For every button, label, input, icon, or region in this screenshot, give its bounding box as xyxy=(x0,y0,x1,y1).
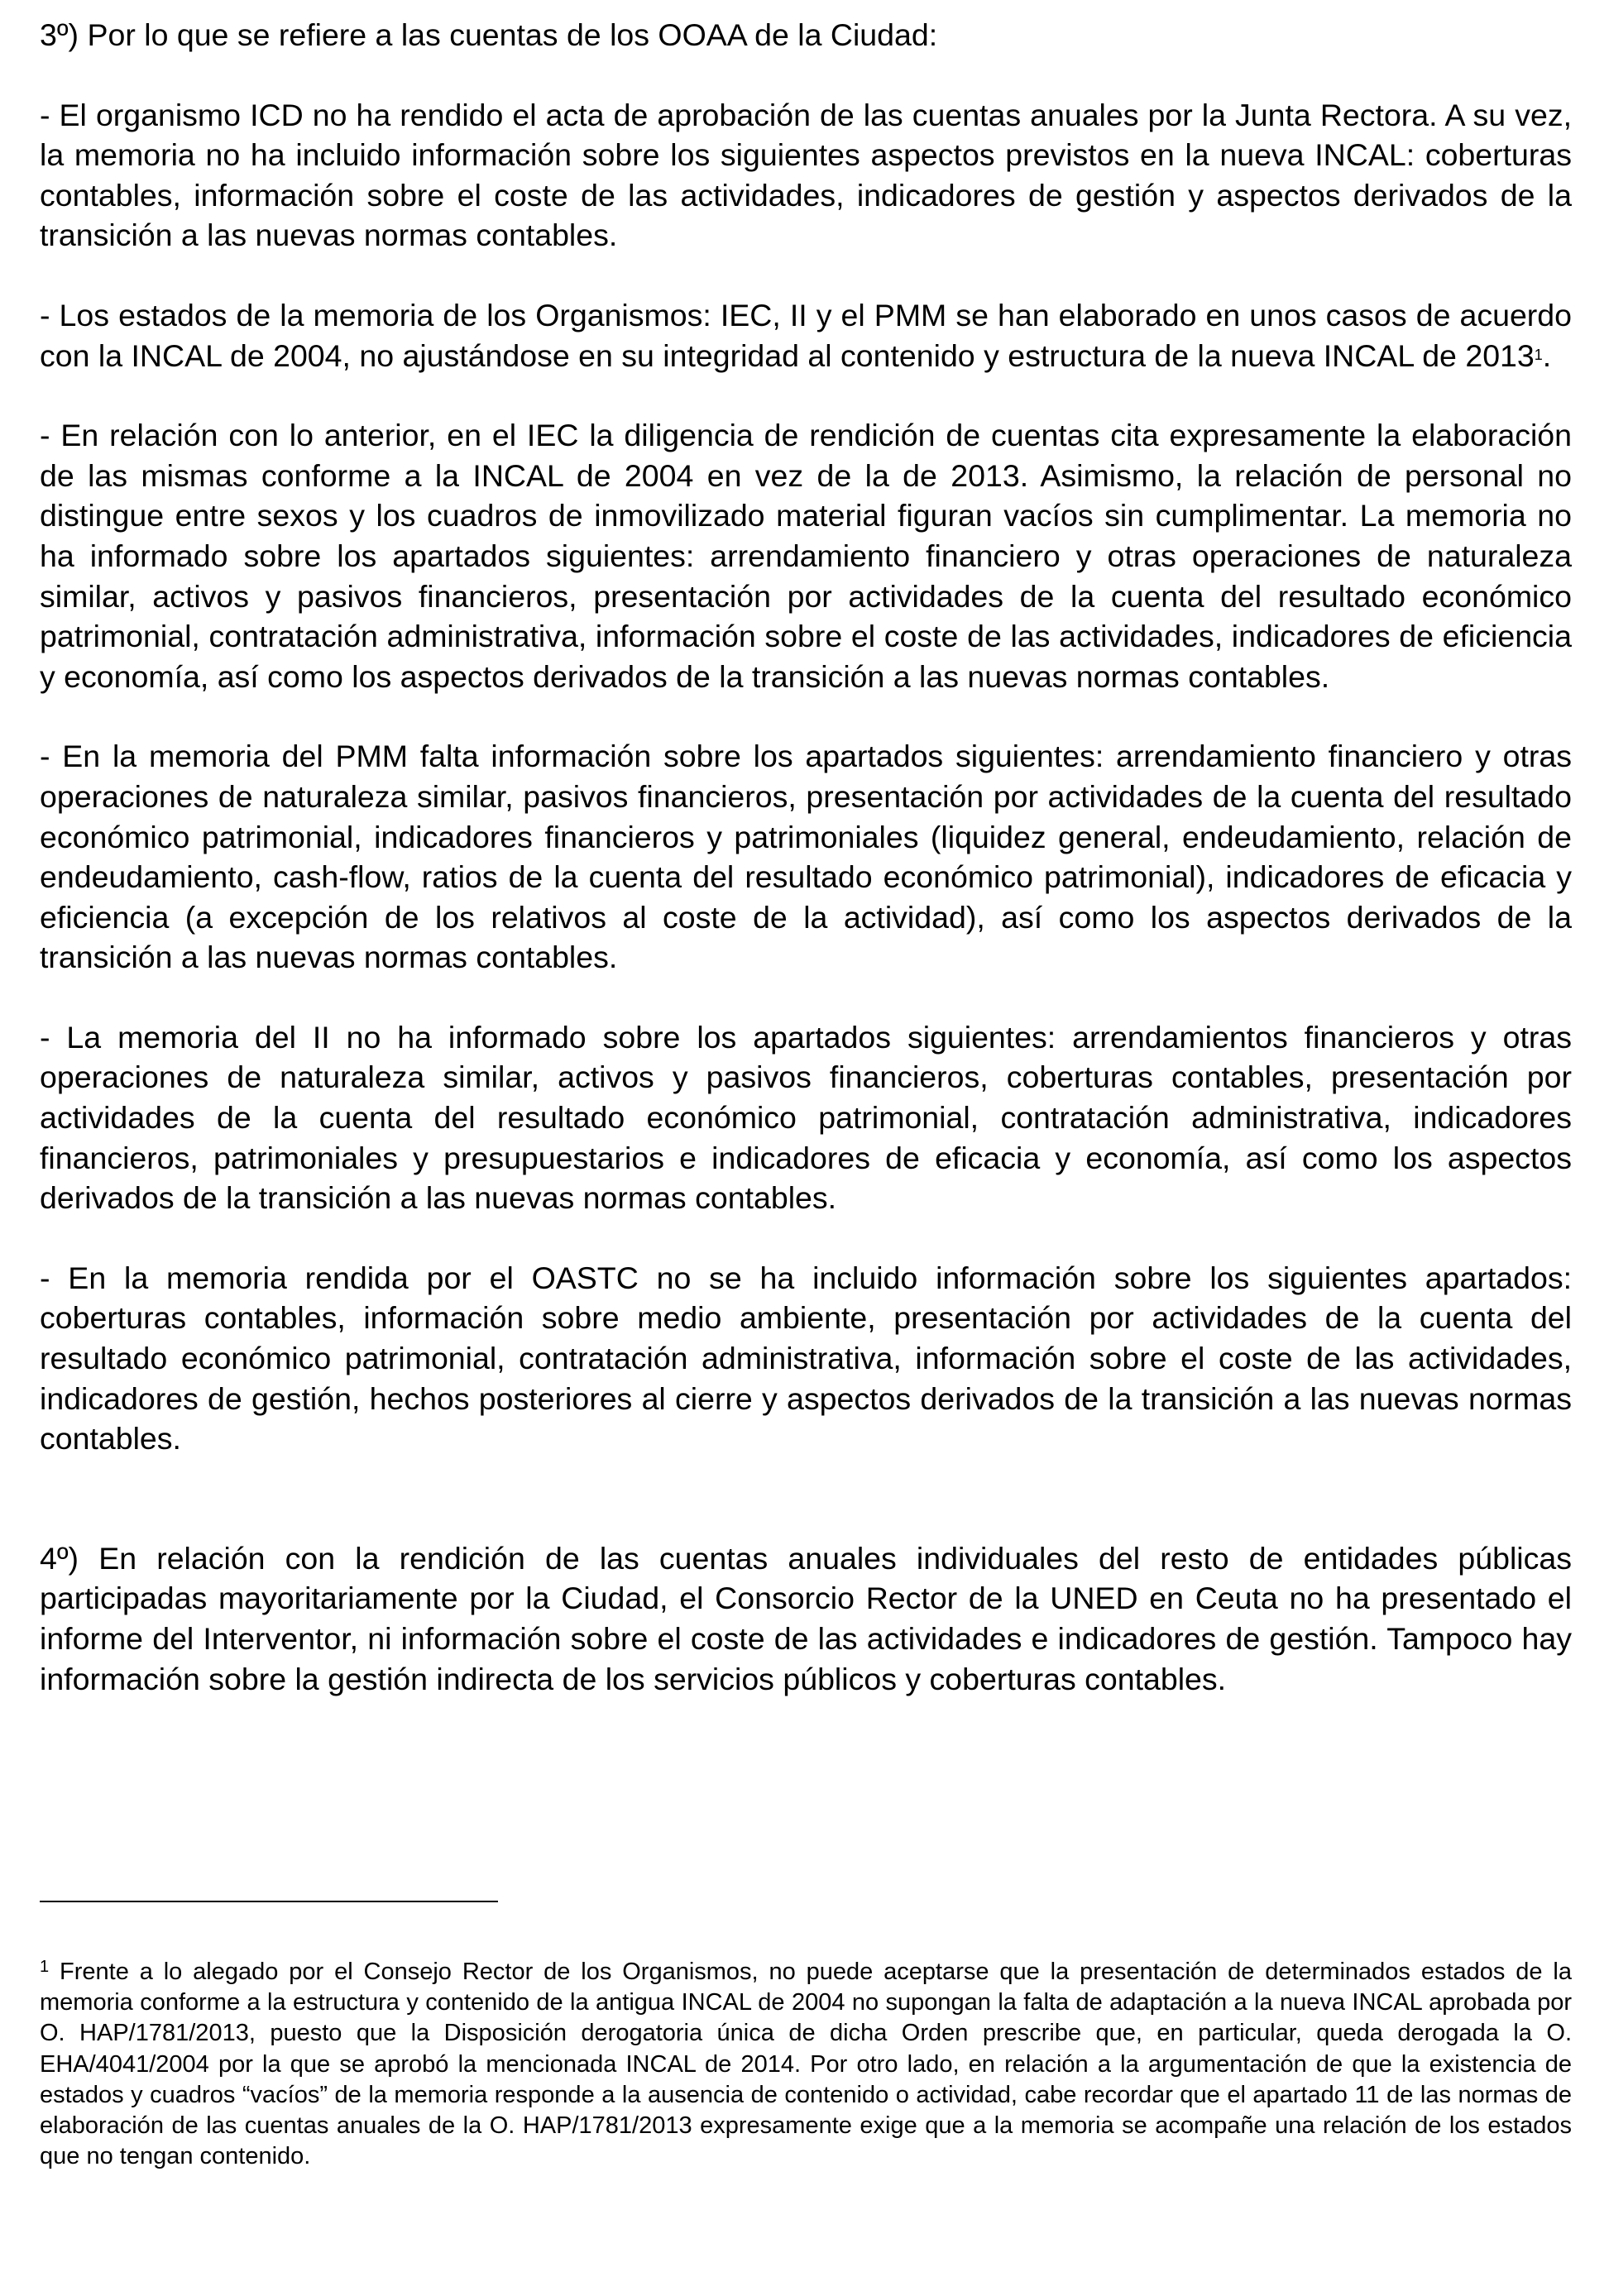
footnote-separator xyxy=(40,1901,498,1902)
paragraph-organismos-period: . xyxy=(1542,337,1552,373)
section-heading-3: 3º) Por lo que se refiere a las cuentas de los OOAA de la Ciudad: xyxy=(40,17,938,52)
footnote-text: Frente a lo alegado por el Consejo Rector de los Organismos, no puede aceptarse que la presentación de determinados estados de la memoria conforme a la estructura y contenido de la antigua INCAL de 2004 no supongan la falta de adaptación a la nueva INCAL aprobada por O. HAP/1781/2013, puesto que la Disposición derogatoria única de dicha Orden prescribe que, en particular, queda derogada la O. EHA/4041/2004 por la que se aprobó la mencionada INCAL de 2014. Por otro lado, en relación a la argumentación de que la existencia de estados y cuadros “vacíos” de la memoria responde a la ausencia de contenido o actividad, cabe recordar que el apartado 11 de las normas de elaboración de las cuentas anuales de la O. HAP/1781/2013 expresamente exige que a la memoria se acompañe una relación de los estados que no tengan contenido. xyxy=(40,1959,1572,2170)
paragraph-organismos-text: - Los estados de la memoria de los Organismos: IEC, II y el PMM se han elaborado en unos casos de acuerdo con la INCAL de 2004, no ajustándose en su integridad al contenido y estructura de la nueva INCAL de 2013 xyxy=(40,297,1572,373)
paragraph-iec: - En relación con lo anterior, en el IEC la diligencia de rendición de cuentas cita expresamente la elaboración de las mismas conforme a la INCAL de 2004 en vez de la de 2013. Asimismo, la relación de personal no distingue entre sexos y los cuadros de inmovilizado material figuran vacíos sin cumplimentar. La memoria no ha informado sobre los apartados siguientes: arrendamiento financiero y otras operaciones de naturaleza similar, activos y pasivos financieros, presentación por actividades de la cuenta del resultado económico patrimonial, contratación administrativa, información sobre el coste de las actividades, indicadores de eficiencia y economía, así como los aspectos derivados de la transición a las nuevas normas contables. xyxy=(40,418,1572,694)
paragraph-icd: - El organismo ICD no ha rendido el acta de aprobación de las cuentas anuales por la Junta Rectora. A su vez, la memoria no ha incluido información sobre los siguientes aspectos previstos en la nueva INCAL: coberturas contables, información sobre el coste de las actividades, indicadores de gestión y aspectos derivados de la transición a las nuevas normas contables. xyxy=(40,97,1572,253)
paragraph-organismos xyxy=(40,295,1572,375)
section-heading-4: 4º) En relación con la rendición de las cuentas anuales individuales del resto de entidades públicas participadas mayoritariamente por la Ciudad, el Consorcio Rector de la UNED en Ceuta no ha presentado el informe del Interventor, ni información sobre el coste de las actividades e indicadores de gestión. Tampoco hay información sobre la gestión indirecta de los servicios públicos y coberturas contables. xyxy=(40,1540,1572,1696)
paragraph-oastc: - En la memoria rendida por el OASTC no se ha incluido información sobre los siguientes apartados: coberturas contables, información sobre medio ambiente, presentación por actividades de la cuenta del resultado económico patrimonial, contratación administrativa, información sobre el coste de las actividades, indicadores de gestión, hechos posteriores al cierre y aspectos derivados de la transición a las nuevas normas contables. xyxy=(40,1260,1572,1457)
footnote xyxy=(40,1957,1572,2172)
footnote-marker: 1 xyxy=(40,1958,50,1976)
footnote-reference[interactable]: 1 xyxy=(1534,346,1543,363)
paragraph-ii: - La memoria del II no ha informado sobre los apartados siguientes: arrendamientos financieros y otras operaciones de naturaleza similar, activos y pasivos financieros, coberturas contables, presentación por actividades de la cuenta del resultado económico patrimonial, contratación administrativa, indicadores financieros, patrimoniales y presupuestarios e indicadores de eficacia y economía, así como los aspectos derivados de la transición a las nuevas normas contables. xyxy=(40,1019,1572,1216)
document-body xyxy=(40,15,1572,1699)
paragraph-pmm: - En la memoria del PMM falta información sobre los apartados siguientes: arrendamiento financiero y otras operaciones de naturaleza similar, pasivos financieros, presentación por actividades de la cuenta del resultado económico patrimonial, indicadores financieros y patrimoniales (liquidez general, endeudamiento, relación de endeudamiento, cash-flow, ratios de la cuenta del resultado económico patrimonial), indicadores de eficacia y eficiencia (a excepción de los relativos al coste de la actividad), así como los aspectos derivados de la transición a las nuevas normas contables. xyxy=(40,739,1572,975)
